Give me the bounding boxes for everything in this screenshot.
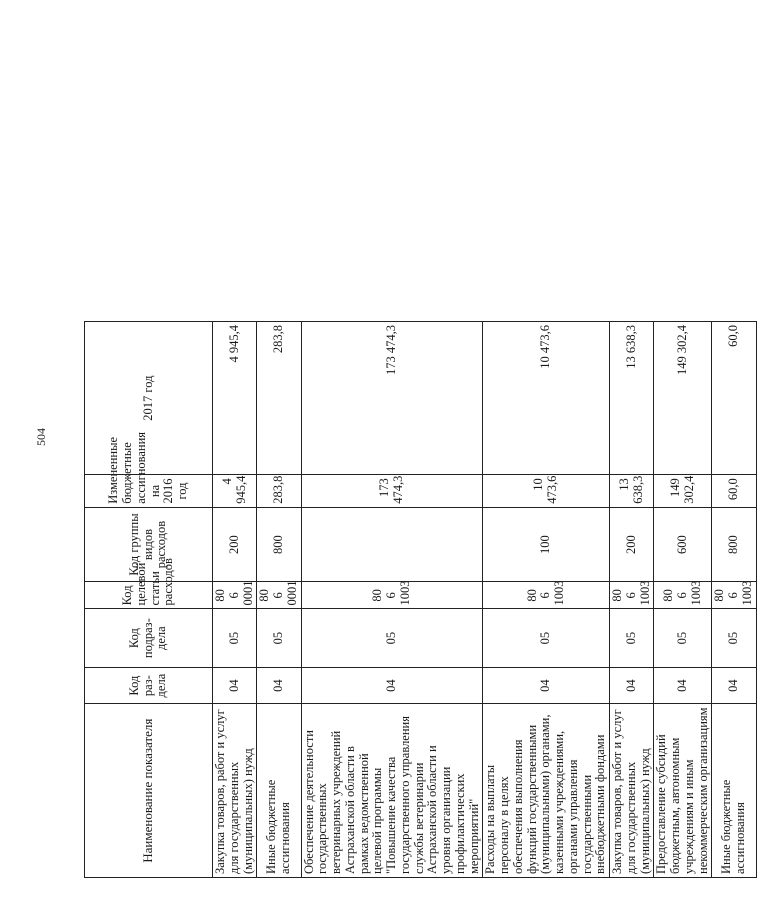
row-vr: 200 [610, 507, 654, 582]
row-razdel: 04 [654, 667, 712, 704]
row-name: Расходы на выплаты персоналу в целях обеспечения выполнения функций государственными (муниципальными) органами, казенными учреждениями, органами управления государственными внебюджетными фондами [483, 704, 610, 878]
row-name: Иные бюджетные ассигнования [257, 704, 301, 878]
row-csr: 80 6 0001 [213, 582, 257, 609]
table-row [610, 109, 654, 878]
header-csr: Код целевой статьи расходов [85, 582, 213, 609]
row-vr: 200 [213, 507, 257, 582]
row-podrazdel: 05 [301, 609, 483, 667]
row-vr: 100 [483, 507, 610, 582]
row-2017: 4 945,4 [213, 321, 257, 474]
row-name: Закупка товаров, работ и услуг для государственных (муниципальных) нужд [213, 704, 257, 878]
row-podrazdel: 05 [483, 609, 610, 667]
row-2017: 173 474,3 [301, 321, 483, 474]
page-number: 504 [34, 428, 48, 446]
table-row [257, 109, 301, 878]
table-header-row [85, 109, 213, 878]
header-razdel: Код раз-дела [85, 667, 213, 704]
row-csr: 80 6 1003 [712, 582, 756, 609]
row-podrazdel: 05 [712, 609, 756, 667]
row-razdel: 04 [712, 667, 756, 704]
row-changed-2016: 60,0 [712, 475, 756, 508]
row-2017: 149 302,4 [654, 321, 712, 474]
row-name: Обеспечение деятельности государственных ветеринарных учреждений Астраханской области в рамках ведомственной целевой программы "Повышение качества государственного управления службы ветеринарии Астраханской области и уровня организации профилактических мероприятий" [301, 704, 483, 878]
row-razdel: 04 [257, 667, 301, 704]
row-2017: 60,0 [712, 321, 756, 474]
budget-table [84, 108, 757, 878]
row-podrazdel: 05 [610, 609, 654, 667]
row-changed-2016: 13 638,3 [610, 475, 654, 508]
header-name: Наименование показателя [85, 704, 213, 878]
header-2017: 2017 год [85, 321, 213, 474]
row-changed-2016: 149 302,4 [654, 475, 712, 508]
row-name: Предоставление субсидий бюджетным, автономным учреждениям и иным некоммерческим организациям [654, 704, 712, 878]
row-csr: 80 6 0001 [257, 582, 301, 609]
row-podrazdel: 05 [213, 609, 257, 667]
row-vr: 800 [257, 507, 301, 582]
row-name: Иные бюджетные ассигнования [712, 704, 756, 878]
row-2017: 13 638,3 [610, 321, 654, 474]
row-changed-2016: 173 474,3 [301, 475, 483, 508]
row-changed-2016: 10 473,6 [483, 475, 610, 508]
row-razdel: 04 [213, 667, 257, 704]
header-changed-2016: Измененные бюджетные ассигнования на 2016 год [85, 475, 213, 508]
row-razdel: 04 [301, 667, 483, 704]
table-row [654, 109, 712, 878]
row-changed-2016: 4 945,4 [213, 475, 257, 508]
row-csr: 80 6 1003 [610, 582, 654, 609]
row-csr: 80 6 1003 [654, 582, 712, 609]
table-row [301, 109, 483, 878]
row-vr: 800 [712, 507, 756, 582]
table-row [712, 109, 756, 878]
row-podrazdel: 05 [257, 609, 301, 667]
rotated-table-container [84, 108, 754, 878]
row-2017: 10 473,6 [483, 321, 610, 474]
row-name: Закупка товаров, работ и услуг для государственных (муниципальных) нужд [610, 704, 654, 878]
row-changed-2016: 283,8 [257, 475, 301, 508]
row-razdel: 04 [483, 667, 610, 704]
table-row [213, 109, 257, 878]
header-podrazdel: Код подраз-дела [85, 609, 213, 667]
row-vr: 600 [654, 507, 712, 582]
header-vr: Код группы видов расходов [85, 507, 213, 582]
row-csr: 80 6 1003 [483, 582, 610, 609]
row-2017: 283,8 [257, 321, 301, 474]
row-podrazdel: 05 [654, 609, 712, 667]
row-vr [301, 507, 483, 582]
table-row [483, 109, 610, 878]
row-csr: 80 6 1003 [301, 582, 483, 609]
row-razdel: 04 [610, 667, 654, 704]
